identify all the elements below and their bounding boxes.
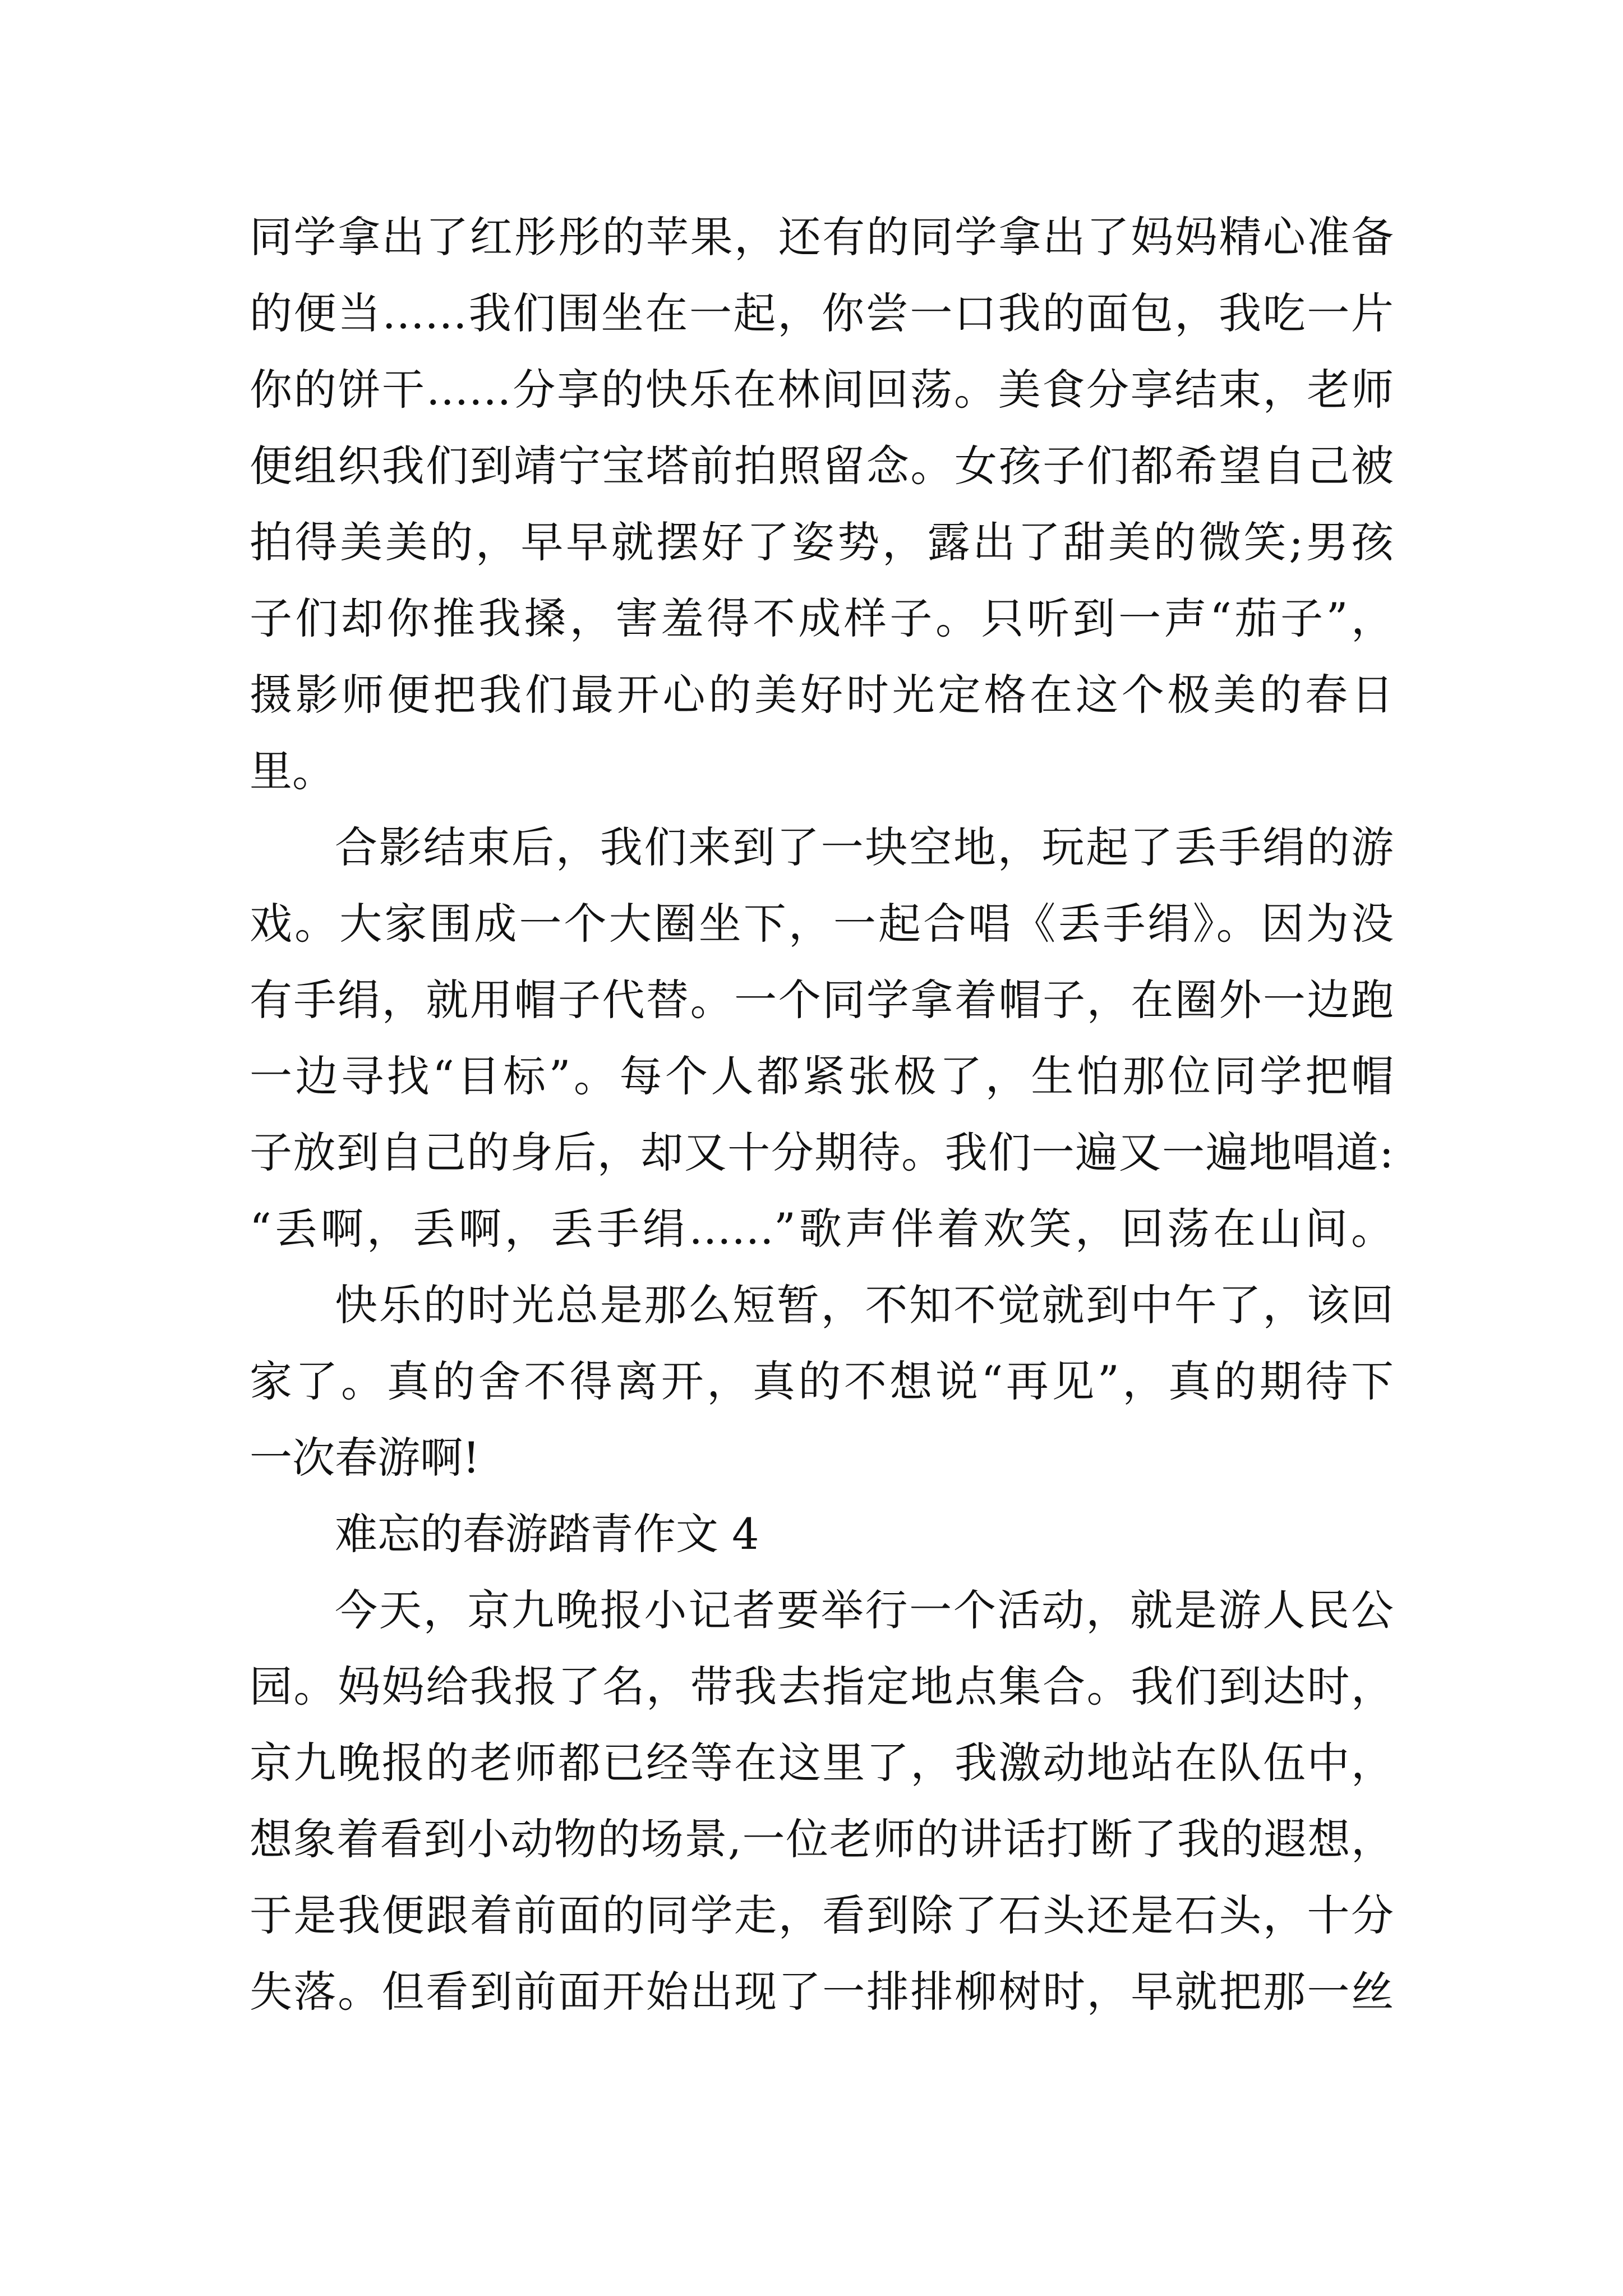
text-line: 一边寻找“目标”。每个人都紧张极了，生怕那位同学把帽 [250,1051,1394,1101]
text-line: 的便当……我们围坐在一起，你尝一口我的面包，我吃一片 [250,288,1394,338]
text-line: 子放到自己的身后，却又十分期待。我们一遍又一遍地唱道: [250,1128,1394,1177]
text-line: 有手绢，就用帽子代替。一个同学拿着帽子，在圈外一边跑 [250,975,1394,1025]
text-line: 便组织我们到靖宁宝塔前拍照留念。女孩子们都希望自己被 [250,441,1394,491]
text-line: 摄影师便把我们最开心的美好时光定格在这个极美的春日 [250,670,1394,720]
text-line: 你的饼干……分享的快乐在林间回荡。美食分享结束，老师 [250,365,1394,415]
text-line: 园。妈妈给我报了名，带我去指定地点集合。我们到达时， [250,1662,1394,1711]
text-line: 同学拿出了红彤彤的苹果，还有的同学拿出了妈妈精心准备 [250,212,1394,262]
essay-body [250,199,1394,2030]
text-line: 失落。但看到前面开始出现了一排排柳树时，早就把那一丝 [250,1967,1394,2017]
section-heading: 难忘的春游踏青作文 4 [335,1509,759,1559]
text-line: 拍得美美的，早早就摆好了姿势，露出了甜美的微笑;男孩 [250,517,1394,567]
text-line: 一次春游啊! [250,1433,480,1483]
text-line: 家了。真的舍不得离开，真的不想说“再见”，真的期待下 [250,1356,1394,1406]
text-line: 戏。大家围成一个大圈坐下，一起合唱《丢手绢》。因为没 [250,899,1394,949]
text-line: 于是我便跟着前面的同学走，看到除了石头还是石头，十分 [250,1890,1394,1940]
paragraph-first-line: 快乐的时光总是那么短暂，不知不觉就到中午了，该回 [335,1280,1394,1330]
text-line: 里。 [250,746,335,796]
paragraph-first-line: 合影结束后，我们来到了一块空地，玩起了丢手绢的游 [335,822,1394,872]
paragraph-first-line: 今天，京九晚报小记者要举行一个活动，就是游人民公 [335,1585,1394,1635]
text-line: “丢啊，丢啊，丢手绢……”歌声伴着欢笑，回荡在山间。 [250,1204,1394,1254]
text-line: 子们却你推我搡，害羞得不成样子。只听到一声“茄子”， [250,593,1394,643]
text-line: 京九晚报的老师都已经等在这里了，我激动地站在队伍中， [250,1738,1394,1788]
text-line: 想象着看到小动物的场景,一位老师的讲话打断了我的遐想， [250,1814,1394,1864]
